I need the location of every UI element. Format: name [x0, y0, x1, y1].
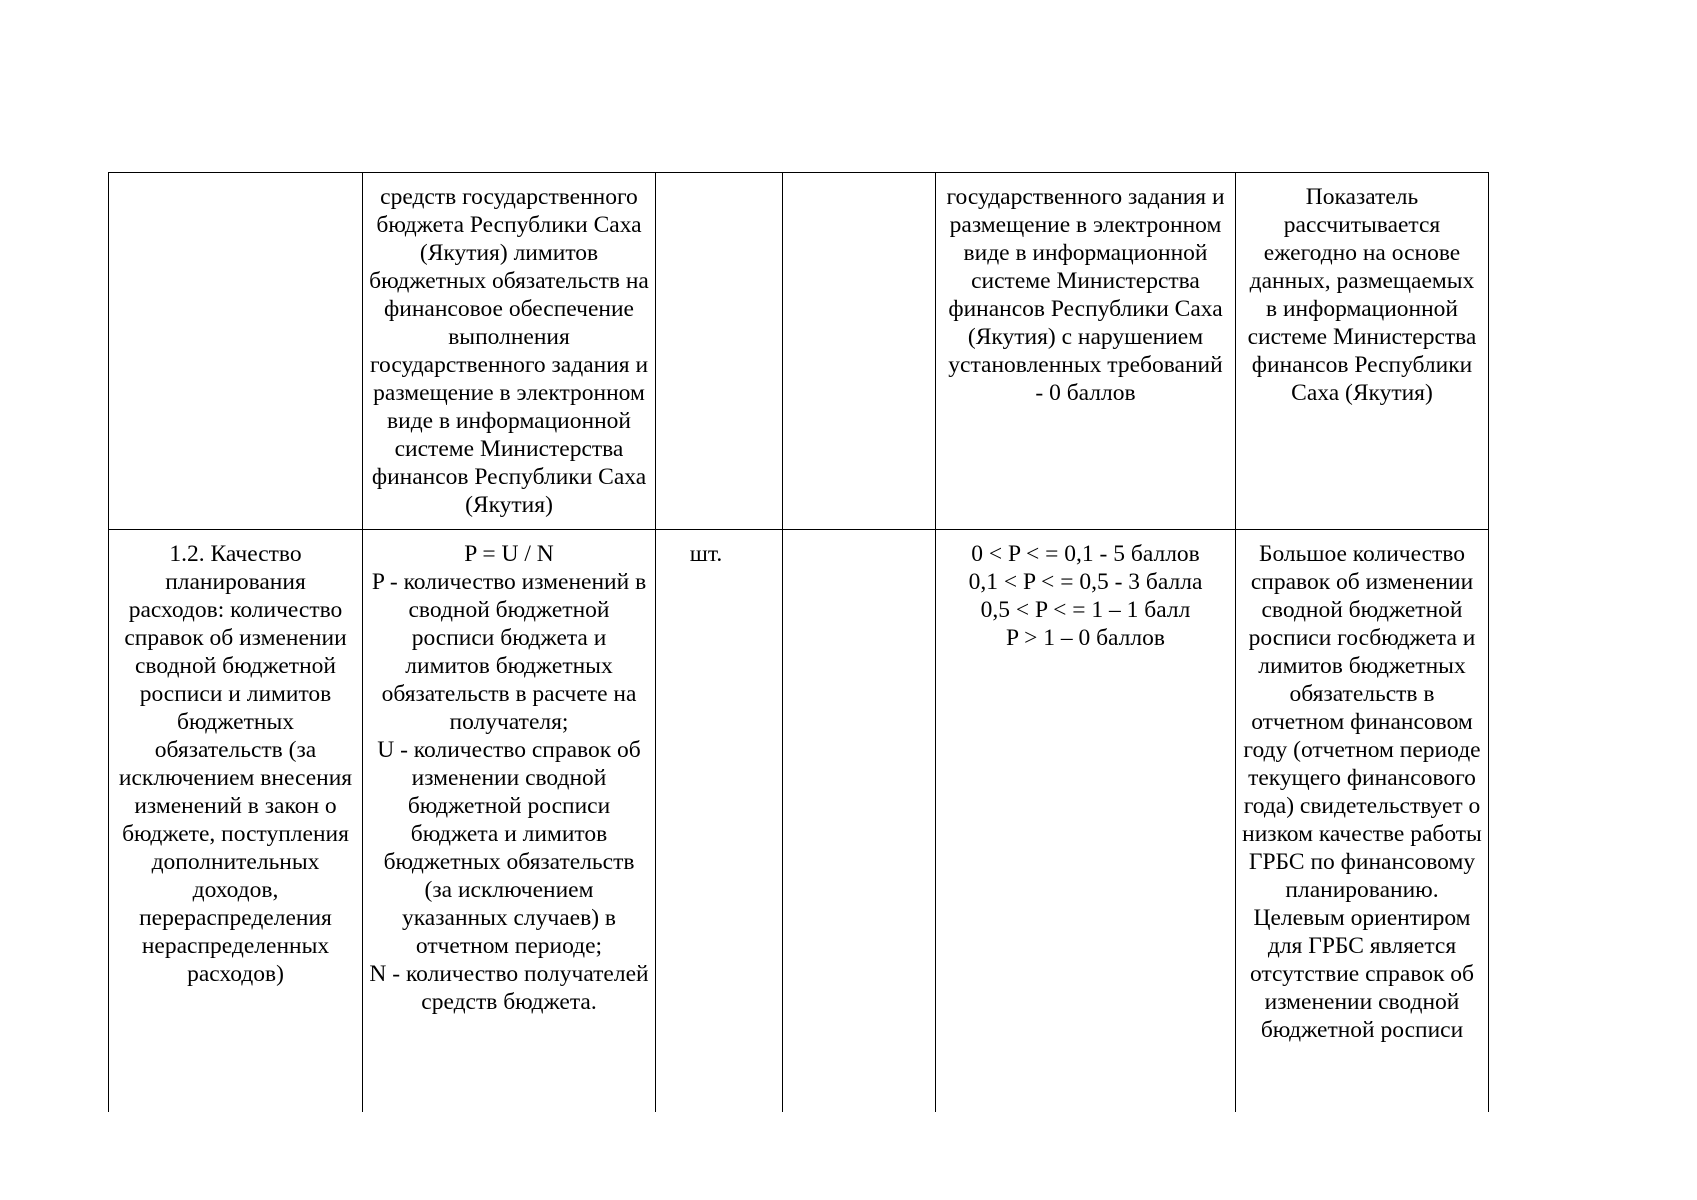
indicator-table: [108, 172, 1489, 1112]
indicator-name-cell: 1.2. Качество планирования расходов: количество справок об изменении сводной бюджетной росписи и лимитов бюджетных обязательств (за исключением внесения изменений в закон о бюджете, поступления дополнительных доходов, перераспределения нераспределенных расходов): [109, 530, 363, 1113]
scoring-cell: государственного задания и размещение в электронном виде в информационной системе Министерства финансов Республики Саха (Якутия) с нарушением установленных требований - 0 баллов: [936, 173, 1236, 530]
scoring-cell: 0 < P < = 0,1 - 5 баллов 0,1 < P < = 0,5 - 3 балла 0,5 < P < = 1 – 1 балл P > 1 – 0 баллов: [936, 530, 1236, 1113]
formula-cell: средств государственного бюджета Республики Саха (Якутия) лимитов бюджетных обязательств на финансовое обеспечение выполнения государственного задания и размещение в электронном виде в информационной системе Министерства финансов Республики Саха (Якутия): [363, 173, 656, 530]
table-row: [109, 530, 1489, 1113]
indicator-name-cell: [109, 173, 363, 530]
table-row: [109, 173, 1489, 530]
formula-cell: P = U / N P - количество изменений в сводной бюджетной росписи бюджета и лимитов бюджетных обязательств в расчете на получателя; U - количество справок об изменении сводной бюджетной росписи бюджета и лимитов бюджетных обязательств (за исключением указанных случаев) в отчетном периоде; N - количество получателей средств бюджета.: [363, 530, 656, 1113]
weight-cell: [783, 173, 936, 530]
comment-cell: Большое количество справок об изменении сводной бюджетной росписи госбюджета и лимитов бюджетных обязательств в отчетном финансовом году (отчетном периоде текущего финансового года) свидетельствует о низком качестве работы ГРБС по финансовому планированию. Целевым ориентиром для ГРБС является отсутствие справок об изменении сводной бюджетной росписи: [1236, 530, 1489, 1113]
weight-cell: [783, 530, 936, 1113]
comment-cell: Показатель рассчитывается ежегодно на основе данных, размещаемых в информационной системе Министерства финансов Республики Саха (Якутия): [1236, 173, 1489, 530]
unit-cell: [656, 173, 783, 530]
unit-cell: шт.: [656, 530, 783, 1113]
